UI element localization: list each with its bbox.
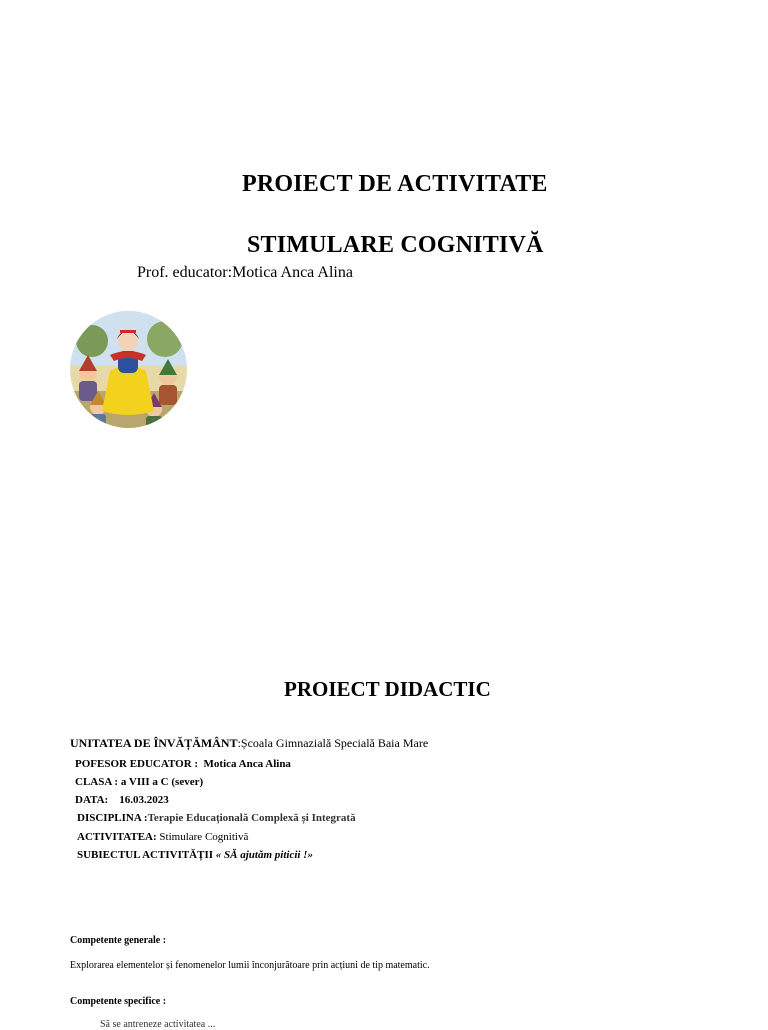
profesor-label: POFESOR EDUCATOR : xyxy=(75,758,199,770)
info-clasa xyxy=(75,775,203,789)
clasa-value: a VIII a C (sever) xyxy=(120,776,204,788)
info-activitatea xyxy=(77,830,248,844)
disciplina-label: DISCIPLINA : xyxy=(77,812,148,824)
snow-white-image xyxy=(70,311,187,428)
data-label: DATA: xyxy=(75,794,109,806)
cover-author: Prof. educator:Motica Anca Alina xyxy=(137,264,353,281)
info-disciplina xyxy=(77,811,356,825)
activitatea-label: ACTIVITATEA: xyxy=(77,831,157,843)
data-value: 16.03.2023 xyxy=(119,794,169,806)
competente-specifice-heading: Competente specifice : xyxy=(70,996,167,1007)
competente-generale-text: Explorarea elementelor și fenomenelor lumii înconjurătoare prin acțiuni de tip matematic. xyxy=(70,960,430,971)
subiectul-value: « SĂ ajutăm piticii !» xyxy=(215,849,313,861)
activitatea-value: Stimulare Cognitivă xyxy=(159,831,249,843)
cover-title-line-1: PROIECT DE ACTIVITATE xyxy=(242,171,548,197)
disciplina-value: Terapie Educațională Complexă și Integrată xyxy=(147,812,356,824)
info-subiectul xyxy=(77,848,313,862)
clasa-label: CLASA : xyxy=(75,776,119,788)
competente-generale-heading: Competente generale : xyxy=(70,935,167,946)
info-data xyxy=(75,793,169,807)
unitatea-label: UNITATEA DE ÎNVĂȚĂMÂNT xyxy=(70,736,238,750)
subiectul-label: SUBIECTUL ACTIVITĂȚII xyxy=(77,849,214,861)
profesor-value: Motica Anca Alina xyxy=(203,758,291,770)
competente-specifice-cut-line: Sã se antreneze activitatea ... xyxy=(100,1019,216,1030)
info-unitatea xyxy=(70,736,428,750)
info-profesor xyxy=(75,757,291,771)
unitatea-value: :Școala Gimnazială Specială Baia Mare xyxy=(237,736,429,750)
cover-title-line-2: STIMULARE COGNITIVĂ xyxy=(247,232,544,258)
snow-white-illustration xyxy=(70,311,187,428)
didactic-title: PROIECT DIDACTIC xyxy=(284,677,491,701)
